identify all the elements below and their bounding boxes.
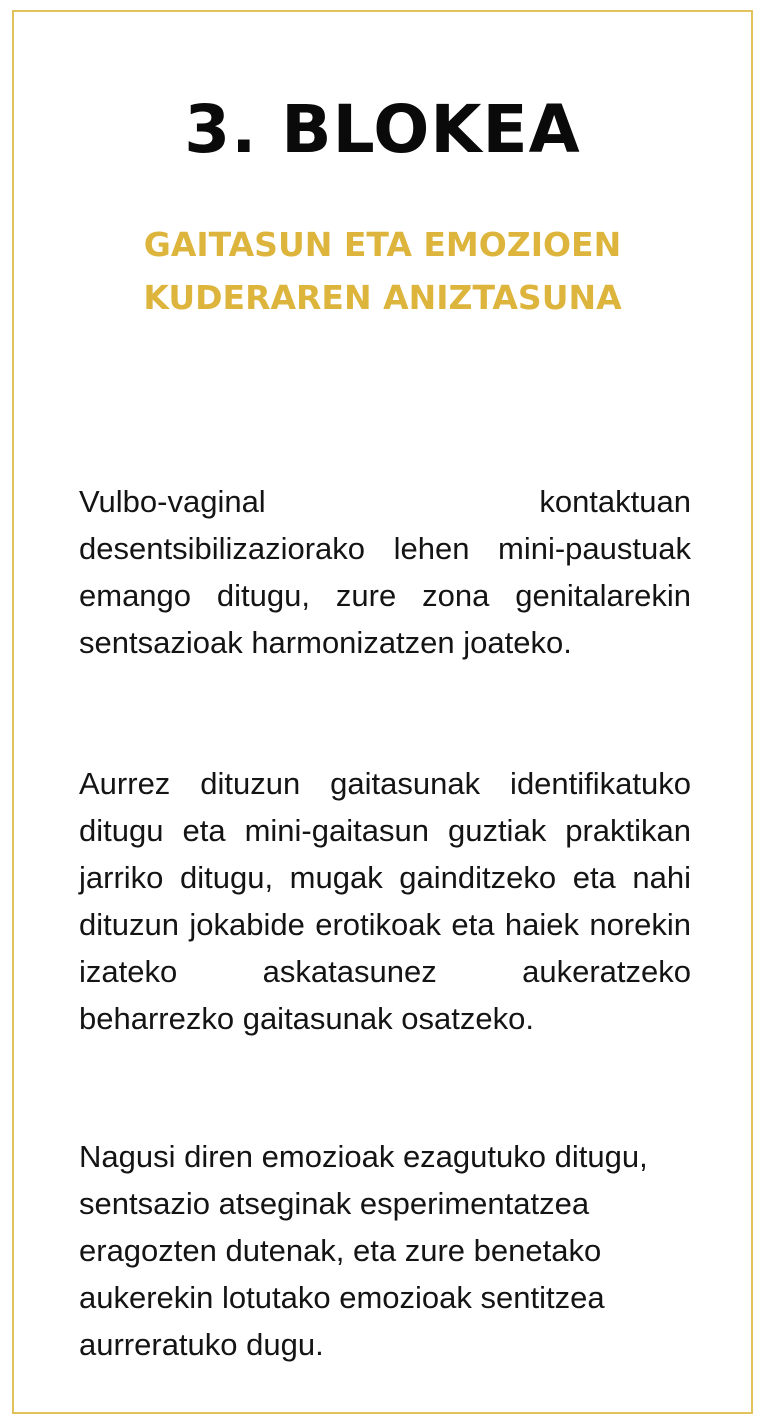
- paragraph-desensitization: Vulbo-vaginal kontaktuan desentsibilizaziorako lehen mini-paustuak emango ditugu, zure zona genitalarekin sentsazioak harmonizatzen joateko.: [79, 484, 691, 660]
- subtitle-line-2: KUDERAREN ANIZTASUNA: [143, 278, 622, 317]
- block-title: 3. BLOKEA: [184, 91, 581, 168]
- paragraph-emotions: Nagusi diren emozioak ezagutuko ditugu, sentsazio atseginak esperimentatzea eragozten dutenak, eta zure benetako aukerekin lotutako emozioak sentitzea aurreratuko dugu.: [79, 1139, 648, 1362]
- paragraph-skills: Aurrez dituzun gaitasunak identifikatuko ditugu eta mini-gaitasun guztiak praktikan jarriko ditugu, mugak gainditzeko eta nahi dituzun jokabide erotikoak eta haiek norekin izateko askatasunez aukeratzeko beharrezko gaitasunak osatzeko.: [79, 766, 691, 1036]
- subtitle-line-1: GAITASUN ETA EMOZIOEN: [143, 225, 622, 264]
- block-subtitle: [14, 218, 751, 324]
- content-card: [12, 10, 753, 1414]
